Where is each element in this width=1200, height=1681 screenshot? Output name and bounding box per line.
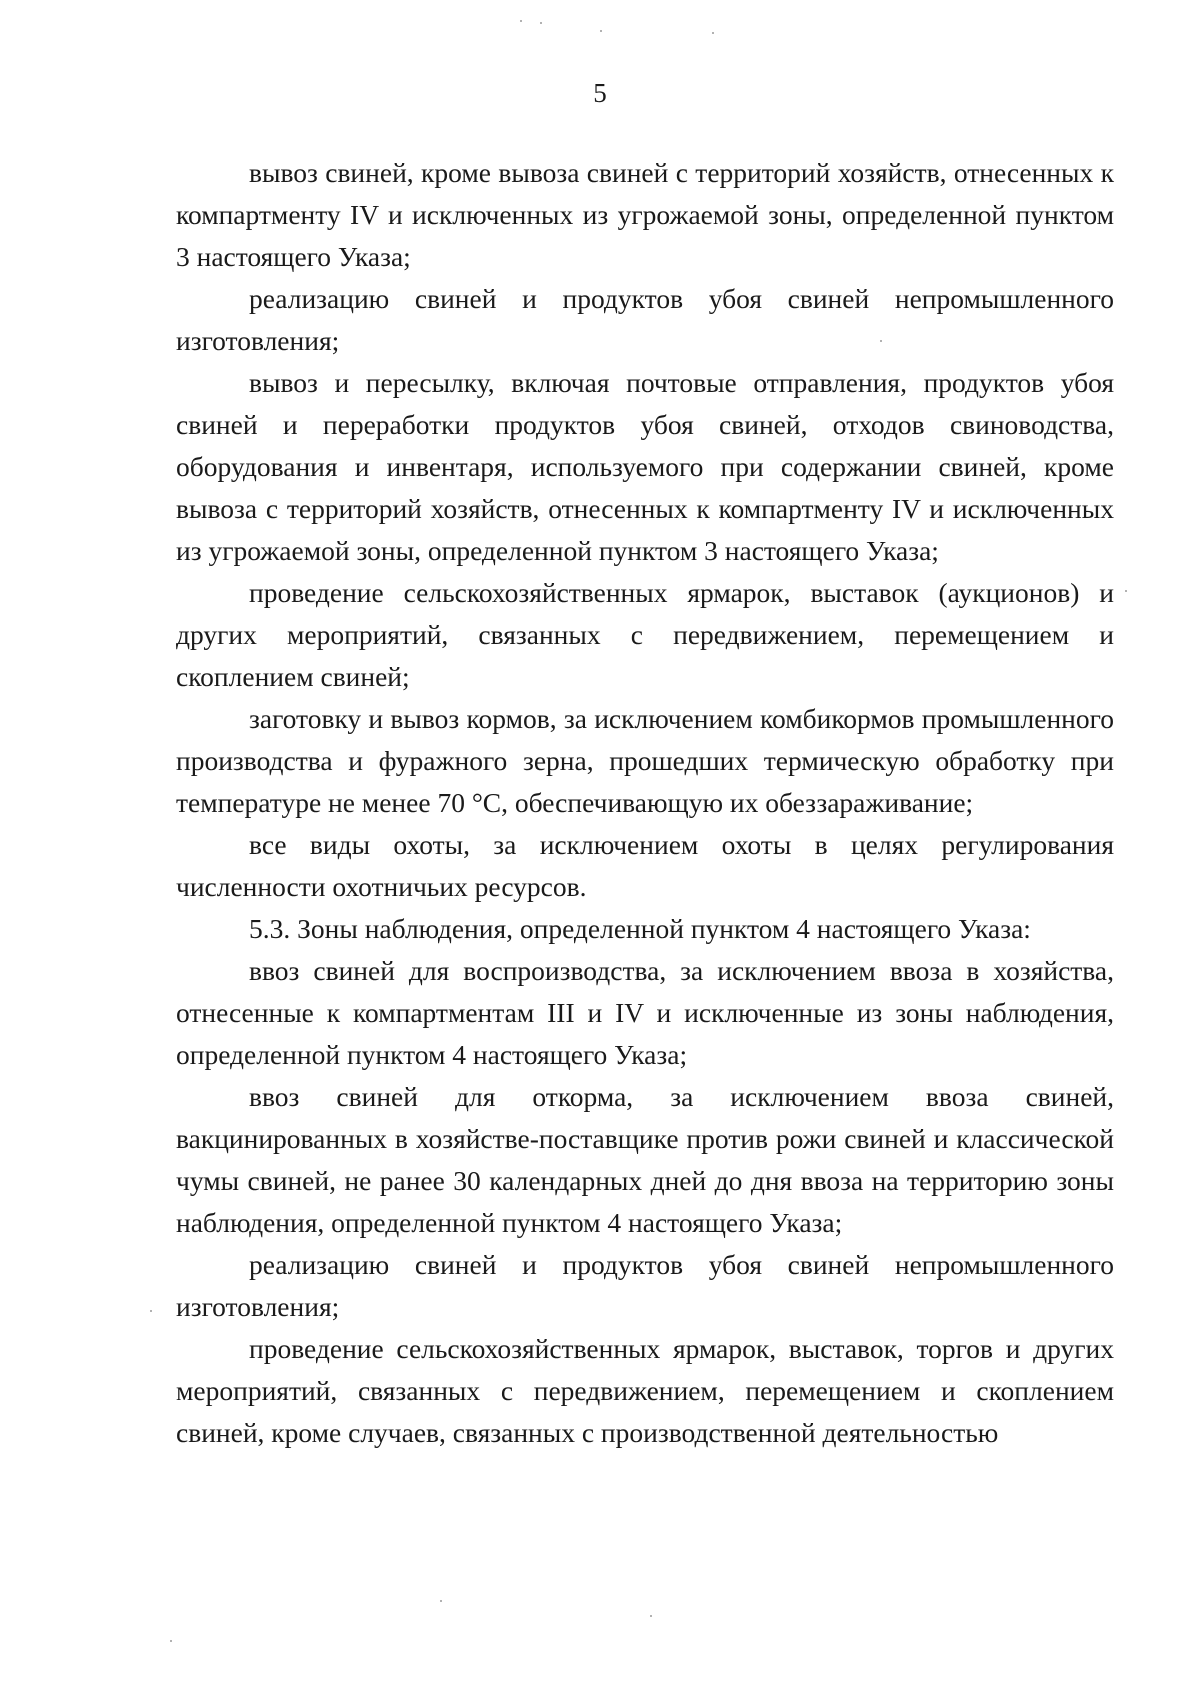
paragraph-8: ввоз свиней для воспроизводства, за исключением ввоза в хозяйства, отнесенные к компартментам III и IV и исключенные из зоны наблюдения, определенной пунктом 4 настоящего Указа; bbox=[176, 955, 1114, 1070]
paragraph-1: вывоз свиней, кроме вывоза свиней с территорий хозяйств, отнесенных к компартменту IV и исключенных из угрожаемой зоны, определенной пунктом 3 настоящего Указа; bbox=[176, 157, 1114, 272]
paragraph-4: проведение сельскохозяйственных ярмарок, выставок (аукционов) и других мероприятий, связанных с передвижением, перемещением и скоплением свиней; bbox=[176, 577, 1114, 692]
paragraph-5: заготовку и вывоз кормов, за исключением комбикормов промышленного производства и фуражного зерна, прошедших термическую обработку при температуре не менее 70 °С, обеспечивающую их обеззараживание; bbox=[176, 703, 1114, 818]
page-number: 5 bbox=[593, 78, 607, 108]
paragraph-2: реализацию свиней и продуктов убоя свиней непромышленного изготовления; bbox=[176, 283, 1114, 356]
paragraph-3: вывоз и пересылку, включая почтовые отправления, продуктов убоя свиней и переработки продуктов убоя свиней, отходов свиноводства, оборудования и инвентаря, используемого при содержании свиней, кроме вывоза с территорий хозяйств, отнесенных к компартменту IV и исключенных из угрожаемой зоны, определенной пунктом 3 настоящего Указа; bbox=[176, 367, 1114, 566]
document-body bbox=[176, 152, 1114, 1454]
paragraph-9: ввоз свиней для откорма, за исключением ввоза свиней, вакцинированных в хозяйстве-поставщике против рожи свиней и классической чумы свиней, не ранее 30 календарных дней до дня ввоза на территорию зоны наблюдения, определенной пунктом 4 настоящего Указа; bbox=[176, 1081, 1114, 1238]
paragraph-11: проведение сельскохозяйственных ярмарок, выставок, торгов и других мероприятий, связанных с передвижением, перемещением и скоплением свиней, кроме случаев, связанных с производственной деятельностью bbox=[176, 1333, 1114, 1448]
section-heading-5-3: 5.3. Зоны наблюдения, определенной пунктом 4 настоящего Указа: bbox=[249, 913, 1031, 944]
paragraph-10: реализацию свиней и продуктов убоя свиней непромышленного изготовления; bbox=[176, 1249, 1114, 1322]
paragraph-6: все виды охоты, за исключением охоты в целях регулирования численности охотничьих ресурсов. bbox=[176, 829, 1114, 902]
